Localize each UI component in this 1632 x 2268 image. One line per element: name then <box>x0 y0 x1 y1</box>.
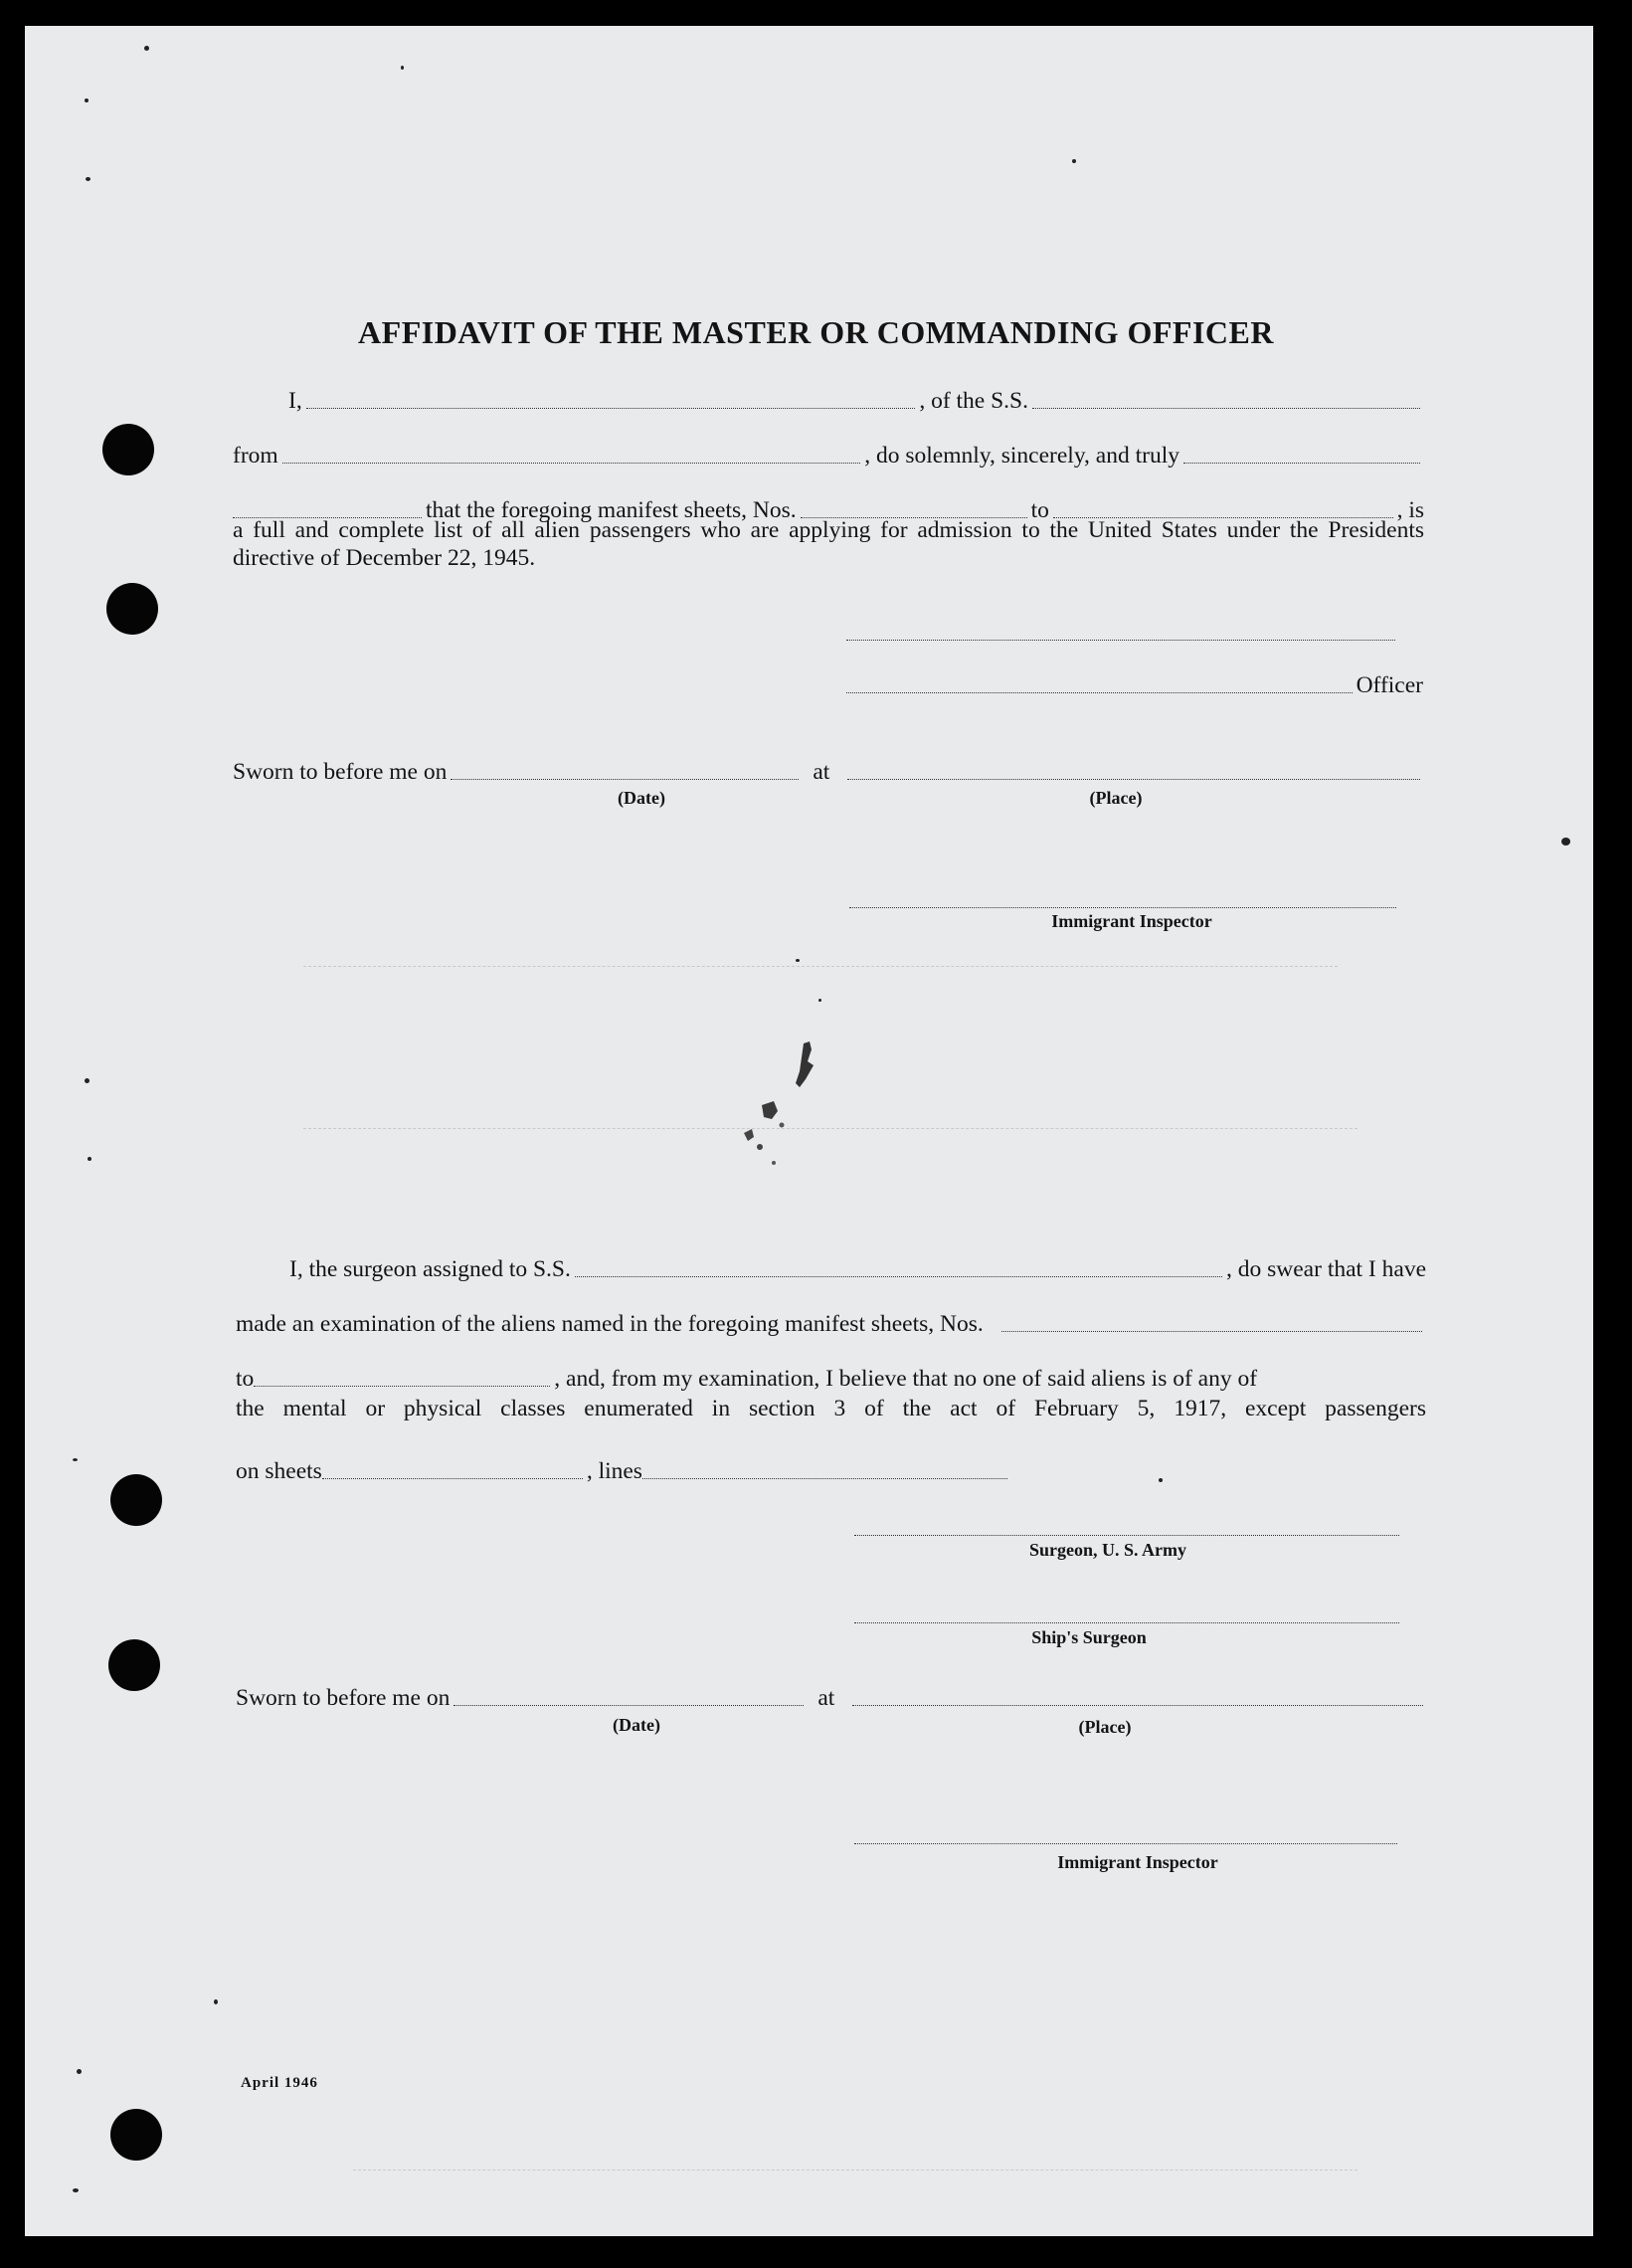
surgeon-place-field[interactable] <box>852 1704 1423 1706</box>
speck <box>88 1157 91 1161</box>
master-sworn-line <box>233 756 1424 786</box>
surgeon-ship-field[interactable] <box>575 1275 1222 1277</box>
surgeon-to-label: to <box>236 1366 255 1392</box>
army-surgeon-caption: Surgeon, U. S. Army <box>1028 1540 1186 1560</box>
surgeon-line-5 <box>236 1455 1011 1485</box>
master-that-label: that the foregoing manifest sheets, Nos. <box>426 497 797 523</box>
master-sworn-label: Sworn to before me on <box>233 759 448 785</box>
surgeon-intro-label: I, the surgeon assigned to S.S. <box>289 1256 571 1282</box>
surgeon-line-4: the mental or physical classes enumerated in section 3 of the act of February 5, 1917, except passengers <box>236 1396 1426 1421</box>
footer-date: April 1946 <box>241 2075 318 2091</box>
surgeon-lines-field[interactable] <box>642 1477 1007 1479</box>
surgeon-sheets-label: on sheets <box>236 1458 322 1484</box>
surgeon-inspector-caption: Immigrant Inspector <box>1057 1852 1218 1872</box>
surgeon-at-label: at <box>817 1685 835 1711</box>
ship-surgeon-signature-line[interactable] <box>854 1621 1399 1623</box>
surgeon-examination-label: made an examination of the aliens named in the foregoing manifest sheets, Nos. <box>236 1311 984 1337</box>
speck <box>818 999 821 1002</box>
surgeon-nos-to-field[interactable] <box>254 1385 550 1387</box>
master-to-label: to <box>1030 497 1049 523</box>
speck <box>144 46 149 51</box>
ship-surgeon-caption: Ship's Surgeon <box>1031 1627 1147 1647</box>
army-surgeon-signature-line[interactable] <box>854 1534 1399 1536</box>
ink-blot <box>734 1036 843 1185</box>
master-of-ss-label: , of the S.S. <box>919 388 1028 414</box>
surgeon-line-2 <box>236 1308 1426 1338</box>
speck <box>73 1458 78 1461</box>
surgeon-line-3 <box>236 1363 1426 1393</box>
speck <box>85 1078 90 1083</box>
ghost-line <box>303 966 1338 967</box>
master-is-label: , is <box>1396 497 1424 523</box>
punch-hole <box>110 1474 162 1526</box>
master-date-field[interactable] <box>451 778 799 780</box>
punch-hole <box>108 1639 160 1691</box>
officer-signature-field[interactable] <box>846 691 1353 693</box>
surgeon-sheets-field[interactable] <box>322 1477 583 1479</box>
master-signature-line[interactable] <box>846 639 1395 641</box>
speck <box>73 2188 79 2192</box>
surgeon-lines-label: , lines <box>586 1458 642 1484</box>
master-i-label: I, <box>288 388 302 414</box>
speck <box>1159 1478 1163 1482</box>
punch-hole <box>110 2109 162 2161</box>
master-swear-field[interactable] <box>1183 462 1420 464</box>
speck <box>86 177 91 181</box>
surgeon-inspector-signature-line[interactable] <box>854 1842 1397 1844</box>
speck <box>796 959 800 962</box>
master-ship-field[interactable] <box>1032 407 1420 409</box>
speck <box>77 2069 82 2074</box>
master-from-label: from <box>233 443 278 469</box>
document-page <box>25 26 1593 2236</box>
surgeon-sworn-line <box>236 1682 1427 1712</box>
officer-label: Officer <box>1356 672 1423 698</box>
master-inspector-caption: Immigrant Inspector <box>1051 911 1212 931</box>
surgeon-place-caption: (Place) <box>1078 1717 1132 1737</box>
speck <box>1561 838 1570 846</box>
speck <box>401 66 404 70</box>
master-place-field[interactable] <box>847 778 1420 780</box>
punch-hole <box>106 583 158 635</box>
master-date-caption: (Date) <box>618 788 665 808</box>
master-swear-label: , do solemnly, sincerely, and truly <box>864 443 1179 469</box>
surgeon-sworn-label: Sworn to before me on <box>236 1685 451 1711</box>
officer-line <box>846 669 1423 699</box>
master-at-label: at <box>813 759 830 785</box>
page-title: AFFIDAVIT OF THE MASTER OR COMMANDING OFFICER <box>358 314 1274 350</box>
surgeon-line-1 <box>289 1253 1426 1283</box>
master-line-1 <box>288 385 1424 415</box>
punch-hole <box>102 424 154 475</box>
ghost-line <box>353 2170 1358 2171</box>
master-paragraph: a full and complete list of all alien passengers who are applying for admission to the United States under the Presidents directive of December 22, 1945. <box>233 517 1424 571</box>
speck <box>85 98 89 102</box>
master-from-field[interactable] <box>282 462 861 464</box>
surgeon-belief-label: , and, from my examination, I believe that no one of said aliens is of any of <box>554 1366 1258 1392</box>
master-place-caption: (Place) <box>1089 788 1143 808</box>
surgeon-date-caption: (Date) <box>613 1715 660 1735</box>
surgeon-date-field[interactable] <box>453 1704 804 1706</box>
surgeon-swear-label: , do swear that I have <box>1226 1256 1426 1282</box>
speck <box>1072 159 1076 163</box>
master-name-field[interactable] <box>306 407 916 409</box>
master-inspector-signature-line[interactable] <box>849 906 1396 908</box>
speck <box>214 1999 218 2004</box>
master-line-2 <box>233 440 1424 470</box>
surgeon-nos-field[interactable] <box>1001 1330 1422 1332</box>
